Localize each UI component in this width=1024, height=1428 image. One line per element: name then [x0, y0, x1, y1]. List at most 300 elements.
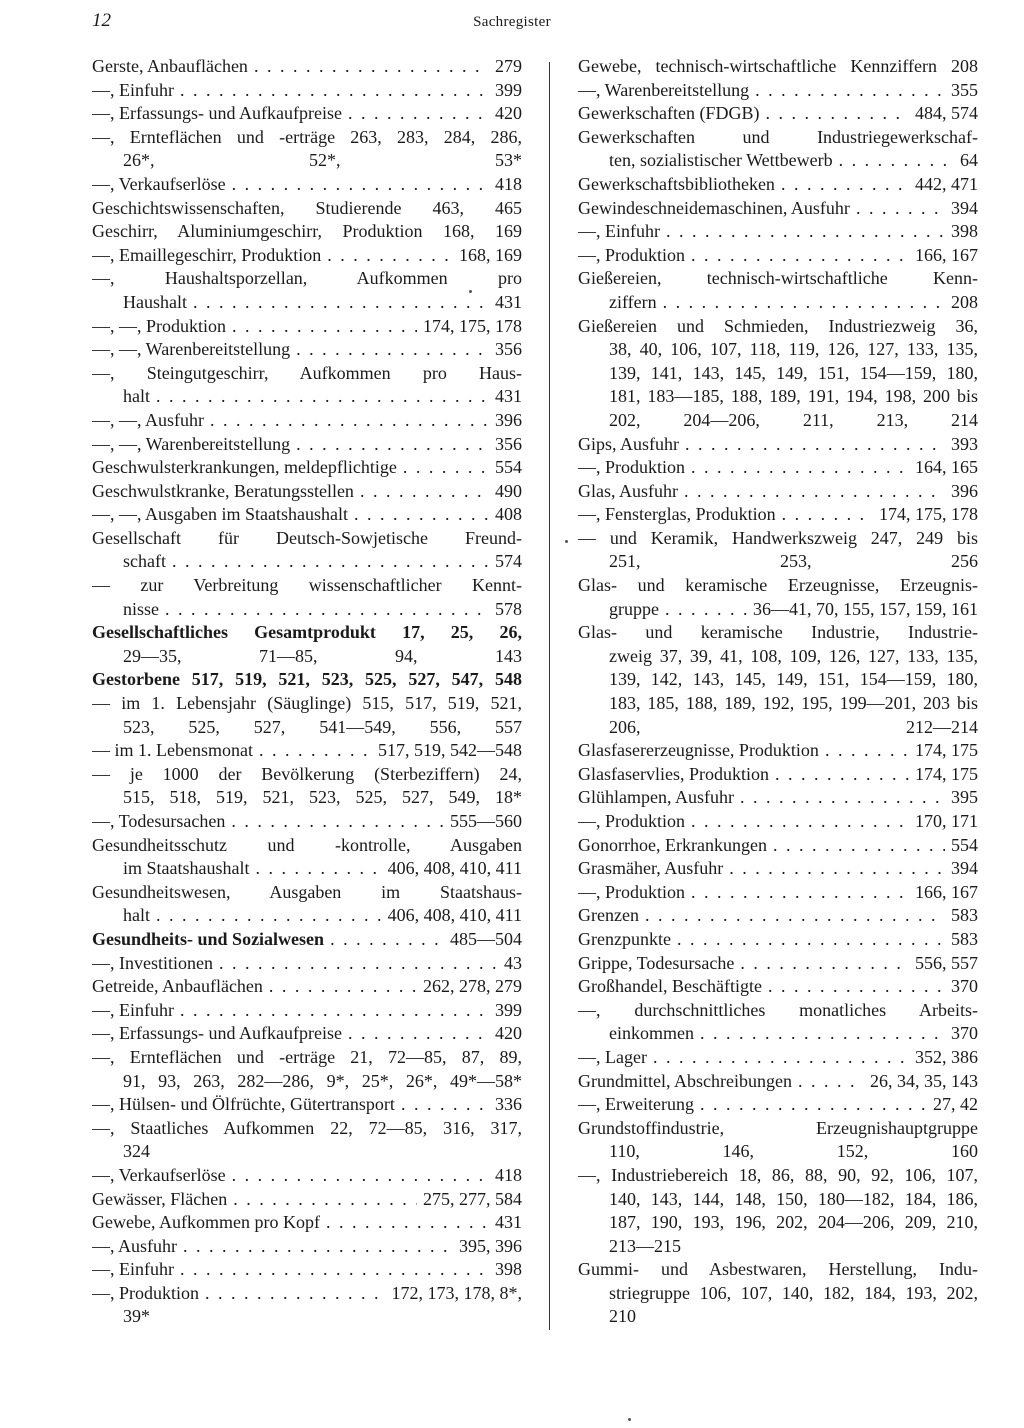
index-entry-pages: 485—504 [450, 928, 522, 949]
dot-leader [232, 315, 417, 339]
index-entry-term: schaft [123, 551, 166, 572]
index-entry-term: 139, 142, 143, 145, 149, 151, 154—159, 180, [609, 669, 978, 690]
index-entry-term: 139, 141, 143, 145, 149, 151, 154—159, 180, [609, 362, 978, 383]
index-entry-term: 29—35, 71—85, 94, 143 [123, 645, 522, 666]
index-entry-term: Gewerkschaften und Industriegewerkschaf- [578, 126, 978, 147]
index-entry [92, 1046, 522, 1070]
index-entry-pages: 420 [495, 1023, 522, 1044]
index-entry [578, 692, 978, 716]
index-entry-pages: 583 [951, 905, 978, 926]
dot-leader [666, 220, 945, 244]
index-entry [92, 763, 522, 787]
print-speck [628, 1418, 631, 1421]
dot-leader [663, 291, 945, 315]
index-entry [578, 1022, 978, 1046]
index-entry-pages: 164, 165 [915, 457, 978, 478]
index-entry-term: halt [123, 905, 150, 926]
index-entry-term: —, —, Ausgaben im Staatshaushalt [92, 504, 348, 525]
index-entry-pages: 64 [960, 150, 978, 171]
index-entry [578, 1211, 978, 1235]
dot-leader [180, 999, 489, 1023]
index-entry-term: Großhandel, Beschäftigte [578, 976, 762, 997]
index-entry [92, 267, 522, 291]
index-entry-term: Gesellschaft für Deutsch-Sowjetische Freund- [92, 527, 522, 548]
index-entry-pages: 356 [495, 339, 522, 360]
index-entry-pages: 398 [495, 1259, 522, 1280]
index-entry-pages: 208 [951, 291, 978, 312]
index-entry [92, 1070, 522, 1094]
index-entry-pages: 408 [495, 504, 522, 525]
index-entry-pages: 43 [504, 952, 522, 973]
dot-leader [773, 834, 945, 858]
index-entry [92, 149, 522, 173]
dot-leader [700, 1022, 945, 1046]
index-entry-pages: 172, 173, 178, 8*, [391, 1282, 522, 1303]
index-entry-pages: 420 [495, 103, 522, 124]
index-entry [578, 739, 978, 763]
index-entry [578, 1188, 978, 1212]
index-entry-pages: 170, 171 [915, 811, 978, 831]
column-divider [549, 62, 550, 1330]
index-entry-term: 140, 143, 144, 148, 150, 180—182, 184, 186, [609, 1188, 978, 1209]
index-entry-term: Glühlampen, Ausfuhr [578, 787, 734, 808]
dot-leader [205, 1282, 385, 1306]
index-entry-term: —, Einfuhr [578, 221, 660, 242]
index-entry-term: Gonorrhoe, Erkrankungen [578, 834, 767, 855]
index-entry [578, 1258, 978, 1282]
index-entry-term: 110, 146, 152, 160 [609, 1141, 978, 1162]
index-entry-term: 187, 190, 193, 196, 202, 204—206, 209, 210, [609, 1212, 978, 1233]
index-entry [578, 786, 978, 810]
index-entry-pages: 393 [951, 433, 978, 454]
index-entry [92, 739, 522, 763]
index-entry-term: striegruppe 106, 107, 140, 182, 184, 193, 202, [609, 1282, 978, 1303]
index-entry [92, 338, 522, 362]
dot-leader [653, 1046, 909, 1070]
index-entry [92, 1022, 522, 1046]
index-entry-term: Grenzen [578, 905, 639, 926]
index-entry [578, 999, 978, 1023]
dot-leader [684, 480, 945, 504]
index-entry [92, 503, 522, 527]
index-entry [92, 574, 522, 598]
index-entry-term: Gewerkschaften (FDGB) [578, 103, 760, 124]
index-entry-pages: 578 [495, 598, 522, 619]
index-entry [92, 244, 522, 268]
index-entry-term: Geschwulstkranke, Beratungsstellen [92, 480, 354, 501]
index-entry-term: —, Produktion [578, 881, 686, 902]
index-entry-term: ten, sozialistischer Wettbewerb [609, 150, 833, 171]
index-entry [578, 527, 978, 551]
index-entry-term: — je 1000 der Bevölkerung (Sterbeziffern) 24, [92, 763, 522, 784]
index-entry-term: — im 1. Lebensjahr (Säuglinge) 515, 517, 519, 521, [92, 693, 522, 714]
index-entry-term: — im 1. Lebensmonat [92, 740, 253, 761]
index-entry-term: Gestorbene 517, 519, 521, 523, 525, 527, 547, 548 [92, 669, 522, 690]
index-entry-term: —, Erfassungs- und Aufkaufpreise [92, 103, 342, 124]
index-entry [92, 315, 522, 339]
index-entry [578, 220, 978, 244]
dot-leader [348, 102, 489, 126]
index-entry-pages: 431 [495, 291, 522, 312]
dot-leader [172, 550, 489, 574]
index-entry [92, 668, 522, 692]
index-entry-term: 202, 204—206, 211, 213, 214 [609, 409, 978, 430]
index-entry [92, 480, 522, 504]
index-entry [578, 857, 978, 881]
index-entry [578, 1282, 978, 1306]
index-entry [578, 55, 978, 79]
index-entry [578, 1140, 978, 1164]
index-entry-term: Gießereien und Schmieden, Industriezweig 36, [578, 315, 978, 336]
index-entry-term: —, Steingutgeschirr, Aufkommen pro Haus- [92, 362, 522, 383]
dot-leader [729, 857, 945, 881]
index-entry [92, 621, 522, 645]
index-entry [92, 952, 522, 976]
dot-leader [691, 244, 909, 268]
index-entry-term: Grasmäher, Ausfuhr [578, 858, 724, 879]
index-entry-term: —, Einfuhr [92, 999, 174, 1020]
index-entry [92, 716, 522, 740]
index-entry [92, 173, 522, 197]
index-entry-term: —, Warenbereitstellung [578, 79, 750, 100]
index-entry [92, 786, 522, 810]
dot-leader [645, 904, 945, 928]
index-entry-term: Glas, Ausfuhr [578, 480, 678, 501]
index-entry-term: —, Investitionen [92, 952, 213, 973]
index-entry [92, 928, 522, 952]
index-entry-term: Gewerkschaftsbibliotheken [578, 173, 775, 194]
index-entry-pages: 583 [951, 928, 978, 949]
index-entry [578, 385, 978, 409]
index-entry-term: Gesellschaftliches Gesamtprodukt 17, 25, 26, [92, 622, 522, 643]
index-entry [578, 810, 978, 834]
index-entry [578, 975, 978, 999]
index-entry-term: —, —, Warenbereitstellung [92, 339, 291, 360]
index-entry [578, 126, 978, 150]
index-entry-term: —, Verkaufserlöse [92, 1164, 226, 1185]
index-entry [578, 834, 978, 858]
index-entry [578, 621, 978, 645]
dot-leader [156, 904, 382, 928]
index-entry-term: —, Industriebereich 18, 86, 88, 90, 92, 106, 107, [578, 1164, 978, 1185]
index-entry-pages: 166, 167 [915, 244, 978, 265]
dot-leader [677, 928, 945, 952]
index-entry-term: — und Keramik, Handwerkszweig 247, 249 bis [578, 527, 978, 548]
index-entry-term: 38, 40, 106, 107, 118, 119, 126, 127, 133, 135, [609, 339, 978, 360]
index-entry [92, 1164, 522, 1188]
index-entry-term: 39* [123, 1306, 150, 1327]
index-entry-pages: 394 [951, 197, 978, 218]
index-entry [578, 197, 978, 221]
index-entry-term: Gewindeschneidemaschinen, Ausfuhr [578, 197, 850, 218]
index-entry-term: nisse [123, 598, 159, 619]
index-entry-pages: 394 [951, 858, 978, 879]
index-entry-term: Gummi- und Asbestwaren, Herstellung, Indu- [578, 1259, 978, 1280]
dot-leader [219, 952, 498, 976]
index-entry-pages: 406, 408, 410, 411 [387, 905, 522, 926]
index-entry-term: —, Einfuhr [92, 1259, 174, 1280]
index-entry-pages: 168, 169 [459, 244, 522, 265]
dot-leader [232, 1164, 489, 1188]
dot-leader [269, 975, 417, 999]
index-entry [578, 1093, 978, 1117]
index-entry-pages: 166, 167 [915, 881, 978, 902]
dot-leader [740, 952, 909, 976]
dot-leader [180, 1258, 489, 1282]
index-entry-term: —, durchschnittliches monatliches Arbeits- [578, 999, 978, 1020]
index-entry-pages: 554 [495, 457, 522, 478]
index-entry [578, 716, 978, 740]
dot-leader [856, 197, 945, 221]
index-entry [578, 904, 978, 928]
index-entry-term: —, Todesursachen [92, 811, 226, 831]
dot-leader [360, 480, 489, 504]
index-entry [578, 763, 978, 787]
index-entry-term: 515, 518, 519, 521, 523, 525, 527, 549, 18* [123, 787, 522, 808]
index-entry-term: —, Fensterglas, Produktion [578, 504, 776, 525]
index-entry [578, 928, 978, 952]
index-entry-term: —, Produktion [578, 811, 686, 831]
index-entry [92, 126, 522, 150]
index-entry-pages: 174, 175 [915, 740, 978, 761]
index-entry [92, 550, 522, 574]
index-entry-pages: 355 [951, 79, 978, 100]
index-entry-term: — zur Verbreitung wissenschaftlicher Kennt- [92, 575, 522, 596]
dot-leader [700, 1093, 927, 1117]
index-entry-pages: 406, 408, 410, 411 [387, 858, 522, 879]
index-entry-pages: 398 [951, 221, 978, 242]
index-entry [578, 409, 978, 433]
index-entry-term: 206, 212—214 [609, 716, 978, 737]
index-entry [92, 810, 522, 834]
index-entry-pages: 370 [951, 1023, 978, 1044]
index-entry-term: Glas- und keramische Industrie, Industrie- [578, 622, 978, 643]
index-entry-pages: 517, 519, 542—548 [378, 740, 522, 761]
index-entry-term: —, Emaillegeschirr, Produktion [92, 244, 322, 265]
dot-leader [825, 739, 909, 763]
index-entry-term: Haushalt [123, 291, 187, 312]
dot-leader [259, 739, 372, 763]
index-entry [92, 1093, 522, 1117]
dot-leader [691, 810, 909, 834]
index-entry-term: Geschirr, Aluminiumgeschirr, Produktion 168, 169 [92, 221, 522, 242]
index-entry-pages: 370 [951, 976, 978, 997]
index-entry-term: —, —, Ausfuhr [92, 409, 204, 430]
index-entry-term: Geschwulsterkrankungen, meldepflichtige [92, 457, 397, 478]
index-entry [92, 1140, 522, 1164]
dot-leader [233, 1188, 417, 1212]
index-entry [578, 550, 978, 574]
index-entry [92, 1211, 522, 1235]
index-entry-term: Geschichtswissenschaften, Studierende 463, 465 [92, 197, 522, 218]
index-entry [92, 598, 522, 622]
index-entry [92, 857, 522, 881]
index-entry [92, 527, 522, 551]
index-entry [92, 645, 522, 669]
index-entry [578, 315, 978, 339]
index-entry-term: —, —, Warenbereitstellung [92, 433, 291, 454]
page-number: 12 [92, 10, 111, 31]
dot-leader [327, 244, 453, 268]
dot-leader [839, 149, 954, 173]
index-entry [578, 574, 978, 598]
index-entry-term: Gesundheitswesen, Ausgaben im Staatshaus- [92, 881, 522, 902]
page-header [0, 10, 1024, 40]
index-entry [92, 1188, 522, 1212]
dot-leader [296, 338, 489, 362]
index-entry [92, 999, 522, 1023]
dot-leader [231, 810, 444, 834]
index-entry-pages: 262, 278, 279 [423, 976, 522, 997]
index-entry-pages: 418 [495, 1164, 522, 1185]
dot-leader [193, 291, 489, 315]
dot-leader [755, 79, 945, 103]
index-entry-pages: 26, 34, 35, 143 [870, 1070, 978, 1091]
running-title: Sachregister [473, 14, 551, 30]
index-entry [578, 1046, 978, 1070]
index-entry [578, 102, 978, 126]
index-entry [578, 149, 978, 173]
index-entry-pages: 396 [495, 409, 522, 430]
index-entry [578, 291, 978, 315]
dot-leader [180, 79, 489, 103]
index-entry-pages: 431 [495, 386, 522, 407]
index-entry-term: —, Hülsen- und Ölfrüchte, Gütertransport [92, 1094, 395, 1115]
index-entry-pages: 418 [495, 173, 522, 194]
index-entry [578, 668, 978, 692]
index-entry [92, 881, 522, 905]
index-entry-pages: 336 [495, 1094, 522, 1115]
index-entry-term: Gießereien, technisch-wirtschaftliche Kenn- [578, 268, 978, 289]
index-entry-pages: 174, 175, 178 [423, 315, 522, 336]
index-entry [578, 503, 978, 527]
print-speck [565, 540, 568, 543]
index-entry [92, 385, 522, 409]
index-entry [92, 834, 522, 858]
index-entry [92, 692, 522, 716]
index-entry [578, 645, 978, 669]
index-entry-term: 210 [609, 1306, 636, 1327]
dot-leader [768, 975, 945, 999]
index-entry-term: ziffern [609, 291, 657, 312]
index-entry-term: —, Ernteflächen und -erträge 263, 283, 284, 286, [92, 126, 522, 147]
dot-leader [232, 173, 489, 197]
index-entry-pages: 27, 42 [933, 1094, 978, 1115]
index-entry [578, 881, 978, 905]
index-entry-pages: 356 [495, 433, 522, 454]
index-entry [92, 904, 522, 928]
dot-leader [165, 598, 489, 622]
index-entry-pages: 275, 277, 584 [423, 1188, 522, 1209]
index-entry [92, 197, 522, 221]
dot-leader [798, 1070, 864, 1094]
index-entry-term: 251, 253, 256 [609, 551, 978, 572]
index-entry-pages: 396 [951, 480, 978, 501]
index-entry-term: Grenzpunkte [578, 928, 671, 949]
index-entry-term: —, Erfassungs- und Aufkaufpreise [92, 1023, 342, 1044]
dot-leader [685, 433, 945, 457]
dot-leader [765, 102, 909, 126]
index-entry-term: Grippe, Todesursache [578, 952, 735, 973]
index-entry [92, 1305, 522, 1329]
dot-leader [348, 1022, 489, 1046]
index-entry-term: —, Ernteflächen und -erträge 21, 72—85, 87, 89, [92, 1046, 522, 1067]
index-entry-term: —, Erweiterung [578, 1094, 694, 1115]
index-column-left [92, 55, 522, 1329]
index-entry [578, 362, 978, 386]
index-entry-term: Grundmittel, Abschreibungen [578, 1070, 792, 1091]
index-entry [92, 220, 522, 244]
index-entry [578, 433, 978, 457]
index-entry-term: Gewebe, technisch-wirtschaftliche Kennziffern 208 [578, 56, 978, 76]
index-entry [578, 598, 978, 622]
index-entry-pages: 395, 396 [459, 1235, 522, 1256]
index-entry-pages: 395 [951, 787, 978, 808]
dot-leader [183, 1235, 453, 1259]
index-entry [92, 1117, 522, 1141]
dot-leader [330, 928, 444, 952]
index-entry-term: —, Verkaufserlöse [92, 173, 226, 194]
index-entry [92, 79, 522, 103]
dot-leader [775, 763, 909, 787]
index-entry-pages: 554 [951, 834, 978, 855]
index-entry-term: 523, 525, 527, 541—549, 556, 557 [123, 716, 522, 737]
index-entry [92, 362, 522, 386]
index-entry [92, 1235, 522, 1259]
index-entry-term: —, Produktion [92, 1282, 200, 1303]
index-entry [92, 433, 522, 457]
dot-leader [296, 433, 489, 457]
dot-leader [210, 409, 489, 433]
index-entry-term: im Staatshaushalt [123, 858, 250, 879]
index-entry-term: —, —, Produktion [92, 315, 227, 336]
index-entry-term: zweig 37, 39, 41, 108, 109, 126, 127, 133, 135, [609, 645, 978, 666]
index-entry-pages: 36—41, 70, 155, 157, 159, 161 [753, 598, 978, 619]
dot-leader [156, 385, 489, 409]
dot-leader [665, 598, 747, 622]
index-entry [578, 480, 978, 504]
index-entry [578, 173, 978, 197]
index-entry-term: gruppe [609, 598, 659, 619]
index-entry-pages: 484, 574 [915, 103, 978, 124]
index-entry [578, 1164, 978, 1188]
index-entry [92, 1258, 522, 1282]
index-entry [92, 1282, 522, 1306]
index-entry-term: Glas- und keramische Erzeugnisse, Erzeugnis- [578, 575, 978, 596]
index-entry-term: 213—215 [609, 1235, 681, 1256]
index-entry-term: Gesundheitsschutz und -kontrolle, Ausgaben [92, 834, 522, 855]
index-entry [92, 409, 522, 433]
index-entry-term: Gips, Ausfuhr [578, 433, 680, 454]
index-entry [92, 456, 522, 480]
print-speck [469, 290, 472, 293]
index-entry-pages: 490 [495, 480, 522, 501]
index-entry [92, 55, 522, 79]
index-entry-pages: 574 [495, 551, 522, 572]
index-entry-term: —, Ausfuhr [92, 1235, 177, 1256]
dot-leader [354, 503, 489, 527]
index-entry-term: —, Produktion [578, 457, 686, 478]
index-entry-term: —, Haushaltsporzellan, Aufkommen pro [92, 268, 522, 289]
dot-leader [781, 173, 909, 197]
index-entry-term: 181, 183—185, 188, 189, 191, 194, 198, 200 bis [609, 386, 978, 407]
index-entry [578, 338, 978, 362]
index-entry-term: einkommen [609, 1023, 694, 1044]
dot-leader [403, 456, 489, 480]
index-entry-pages: 174, 175 [915, 763, 978, 784]
index-entry-term: halt [123, 386, 150, 407]
index-entry-term: Gesundheits- und Sozialwesen [92, 928, 325, 949]
